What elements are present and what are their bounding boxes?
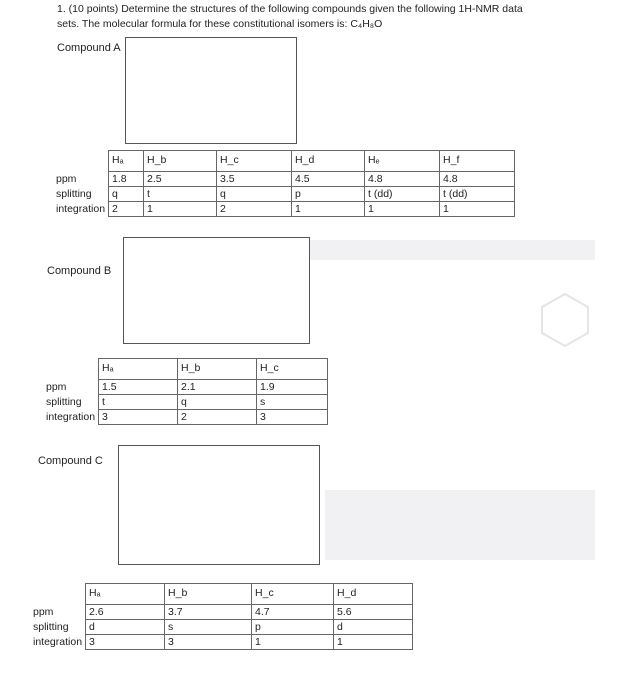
compound-c-label: Compound C [38, 455, 103, 467]
compound-b-nmr-table [43, 358, 328, 425]
compound-a-integration-cell: 1 [440, 202, 515, 217]
compound-b-h-label: H_b [178, 359, 257, 380]
compound-c-ppm-cell: 5.6 [334, 605, 413, 620]
compound-a-ppm-cell: 4.5 [292, 172, 365, 187]
row-label-integration: integration [43, 410, 99, 425]
compound-a-integration-cell: 2 [217, 202, 292, 217]
compound-c-splitting-cell: p [252, 620, 334, 635]
compound-a-ppm-cell: 4.8 [440, 172, 515, 187]
compound-a-integration-cell: 2 [109, 202, 144, 217]
row-label-ppm: ppm [30, 605, 86, 620]
compound-b-ppm-cell: 2.1 [178, 380, 257, 395]
compound-a-splitting-cell: p [292, 187, 365, 202]
compound-a-h-label: H_b [144, 151, 217, 172]
hexagon-watermark-icon [535, 290, 595, 350]
compound-a-splitting-cell: t [144, 187, 217, 202]
faint-background-smudge [325, 490, 595, 560]
compound-c-h-label: H_b [165, 584, 252, 605]
row-label-ppm: ppm [53, 172, 109, 187]
compound-c-integration-cell: 3 [86, 635, 165, 650]
compound-c-nmr-table [30, 583, 413, 650]
compound-c-ppm-cell: 4.7 [252, 605, 334, 620]
compound-a-integration-cell: 1 [365, 202, 440, 217]
compound-b-integration-cell: 2 [178, 410, 257, 425]
row-label-splitting: splitting [30, 620, 86, 635]
compound-a-h-label: H_f [440, 151, 515, 172]
compound-a-ppm-cell: 2.5 [144, 172, 217, 187]
question-text [57, 2, 587, 32]
compound-a-h-label: H_d [292, 151, 365, 172]
compound-a-ppm-cell: 4.8 [365, 172, 440, 187]
compound-b-splitting-cell: s [257, 395, 328, 410]
compound-a-h-label: H_c [217, 151, 292, 172]
compound-c-ppm-cell: 2.6 [86, 605, 165, 620]
compound-c-integration-cell: 3 [165, 635, 252, 650]
compound-b-h-label: Hₐ [99, 359, 178, 380]
compound-b-ppm-cell: 1.5 [99, 380, 178, 395]
compound-a-integration-cell: 1 [144, 202, 217, 217]
compound-a-label: Compound A [57, 42, 121, 54]
row-label-integration: integration [30, 635, 86, 650]
compound-b-splitting-cell: t [99, 395, 178, 410]
compound-a-h-label: Hₐ [109, 151, 144, 172]
row-label-splitting: splitting [53, 187, 109, 202]
compound-b-integration-cell: 3 [257, 410, 328, 425]
compound-c-integration-cell: 1 [252, 635, 334, 650]
compound-c-h-label: H_d [334, 584, 413, 605]
row-label-splitting: splitting [43, 395, 99, 410]
compound-a-nmr-table [53, 150, 515, 217]
compound-c-h-label: H_c [252, 584, 334, 605]
compound-b-ppm-cell: 1.9 [257, 380, 328, 395]
compound-c-integration-cell: 1 [334, 635, 413, 650]
compound-a-drawing-box[interactable] [125, 37, 297, 144]
compound-a-ppm-cell: 1.8 [109, 172, 144, 187]
compound-b-drawing-box[interactable] [123, 237, 310, 344]
question-line-2: sets. The molecular formula for these constitutional isomers is: C₄H₈O [57, 18, 383, 30]
compound-b-splitting-cell: q [178, 395, 257, 410]
compound-a-splitting-cell: t (dd) [440, 187, 515, 202]
compound-c-ppm-cell: 3.7 [165, 605, 252, 620]
compound-a-splitting-cell: q [217, 187, 292, 202]
row-label-integration: integration [53, 202, 109, 217]
compound-c-splitting-cell: d [86, 620, 165, 635]
faint-background-smudge [310, 240, 595, 260]
compound-c-splitting-cell: s [165, 620, 252, 635]
row-label-ppm: ppm [43, 380, 99, 395]
compound-c-drawing-box[interactable] [118, 445, 320, 565]
compound-a-ppm-cell: 3.5 [217, 172, 292, 187]
compound-b-label: Compound B [47, 265, 112, 277]
compound-a-h-label: Hₑ [365, 151, 440, 172]
compound-b-h-label: H_c [257, 359, 328, 380]
question-line-1: 1. (10 points) Determine the structures of the following compounds given the following 1H-NMR data [57, 3, 523, 15]
compound-a-splitting-cell: q [109, 187, 144, 202]
compound-b-integration-cell: 3 [99, 410, 178, 425]
compound-a-splitting-cell: t (dd) [365, 187, 440, 202]
compound-c-splitting-cell: d [334, 620, 413, 635]
compound-c-h-label: Hₐ [86, 584, 165, 605]
compound-a-integration-cell: 1 [292, 202, 365, 217]
